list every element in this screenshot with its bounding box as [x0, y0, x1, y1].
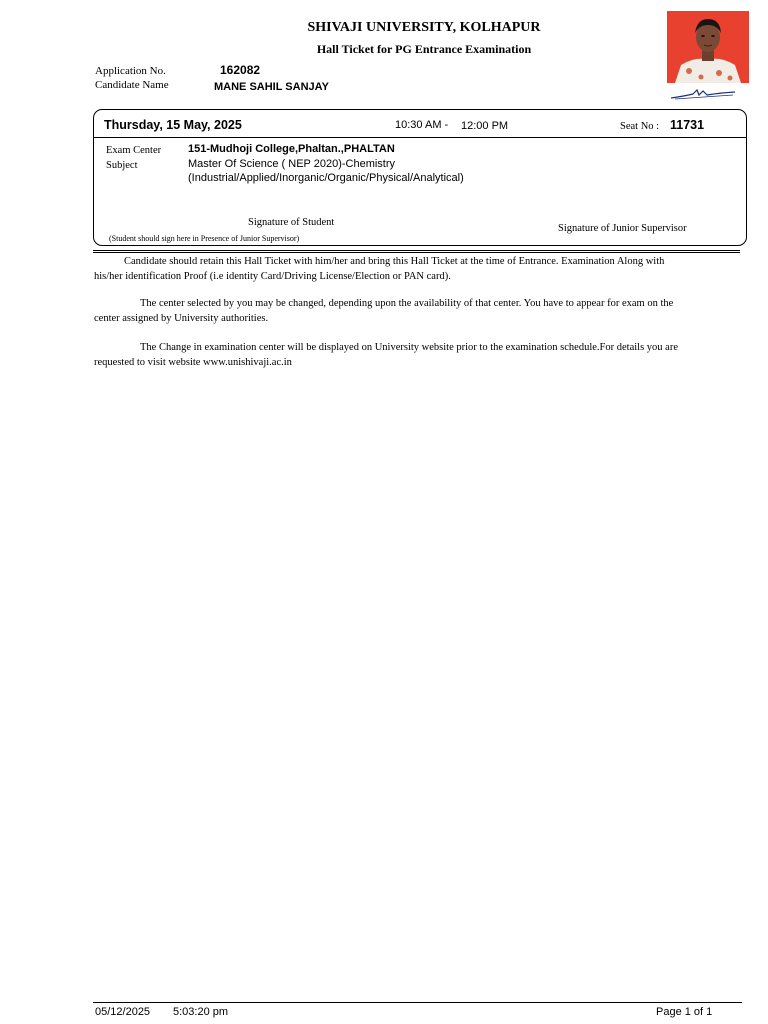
student-signature-label: Signature of Student	[248, 217, 335, 228]
exam-date: Thursday, 15 May, 2025	[104, 118, 242, 132]
exam-time-end: 12:00 PM	[461, 120, 509, 132]
separator-line	[93, 250, 740, 251]
subject-line-2: (Industrial/Applied/Inorganic/Organic/Physical/Analytical)	[188, 172, 464, 184]
candidate-photo	[667, 11, 749, 83]
application-no-label: Application No.	[95, 65, 166, 77]
subject-line-1: Master Of Science ( NEP 2020)-Chemistry	[188, 158, 396, 170]
box-divider	[94, 137, 746, 138]
seat-no-value: 11731	[670, 118, 705, 132]
subject-label: Subject	[106, 160, 138, 171]
candidate-name-label: Candidate Name	[95, 79, 169, 91]
footer-line	[93, 1002, 742, 1003]
exam-center-label: Exam Center	[106, 145, 162, 156]
candidate-name-value: MANE SAHIL SANJAY	[214, 81, 329, 93]
instruction-paragraph: The Change in examination center will be displayed on University website prior to the examination schedule.For details you are requested to visit website www.unishivaji.ac.in	[94, 342, 678, 368]
footer-time: 5:03:20 pm	[173, 1006, 229, 1018]
exam-center-value: 151-Mudhoji College,Phaltan.,PHALTAN	[188, 143, 395, 155]
exam-time-start: 10:30 AM -	[395, 119, 449, 131]
student-signature-note: (Student should sign here in Presence of Junior Supervisor)	[109, 234, 300, 243]
footer-date: 05/12/2025	[95, 1006, 151, 1018]
hall-ticket-title: Hall Ticket for PG Entrance Examination	[316, 42, 532, 56]
supervisor-signature-label: Signature of Junior Supervisor	[558, 223, 687, 234]
seat-no-label: Seat No :	[620, 121, 660, 132]
separator-line-second	[93, 252, 740, 253]
instruction-paragraph: The center selected by you may be changed, depending upon the availability of that center. You have to appear for exam on the center assigned by University authorities.	[94, 298, 674, 324]
instruction-paragraph: Candidate should retain this Hall Ticket with him/her and bring this Hall Ticket at the time of Entrance. Examination Along with his/her identification Proof (i.e identity Card/Driving License/Election or PAN card).	[94, 256, 665, 282]
application-no-value: 162082	[220, 63, 261, 77]
candidate-signature	[655, 86, 747, 102]
university-title: SHIVAJI UNIVERSITY, KOLHAPUR	[307, 20, 541, 35]
candidate-photo-image	[667, 11, 749, 83]
footer-page-number: Page 1 of 1	[656, 1006, 713, 1018]
